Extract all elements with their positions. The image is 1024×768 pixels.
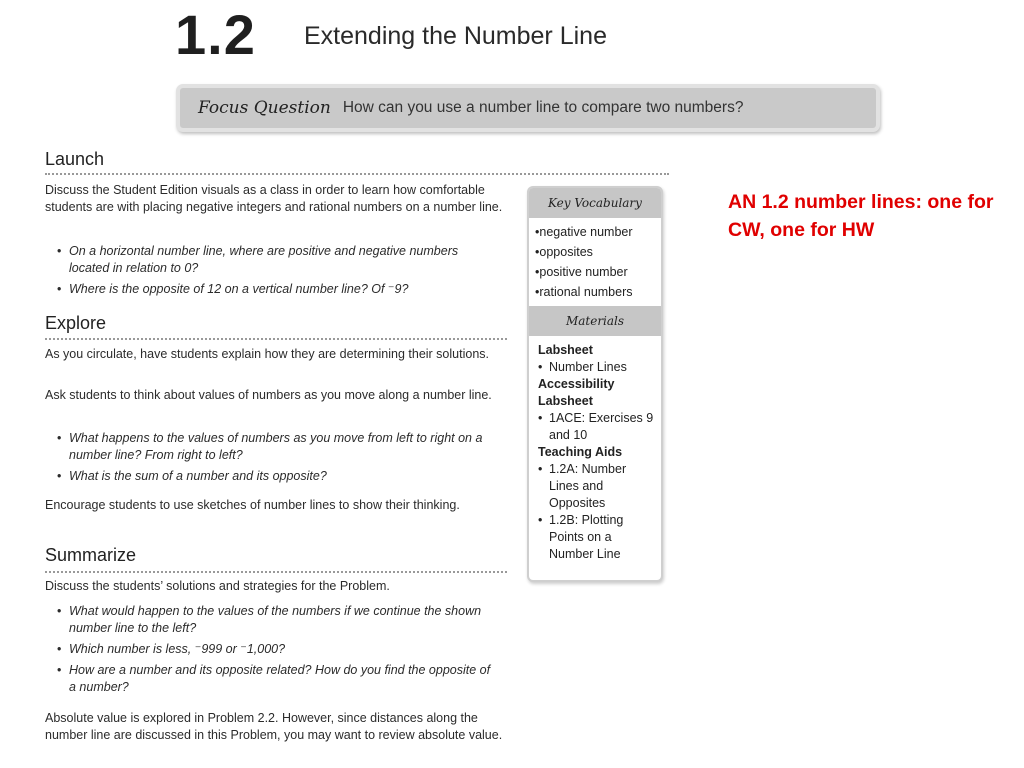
teaching-aids-item: • 1.2B: Plotting Points on a Number Line	[538, 512, 655, 563]
launch-question: • On a horizontal number line, where are positive and negative numbers located in relation to 0?	[55, 243, 495, 277]
launch-paragraph: Discuss the Student Edition visuals as a class in order to learn how comfortable students are with placing negative integers and rational numbers on a number line.	[45, 183, 503, 214]
accessibility-item: • 1ACE: Exercises 9 and 10	[538, 410, 655, 444]
vocabulary-item: • negative number	[535, 222, 661, 242]
materials-header: Materials	[529, 306, 661, 336]
teaching-aids-list	[538, 461, 655, 563]
summarize-paragraph: Absolute value is explored in Problem 2.2. However, since distances along the number line are discussed in this Problem, you may want to review absolute value.	[45, 711, 503, 742]
materials-block	[529, 336, 661, 563]
vocabulary-item: • opposites	[535, 242, 661, 262]
explore-question: • What happens to the values of numbers as you move from left to right on a number line? From right to left?	[55, 430, 495, 464]
explore-paragraph: Encourage students to use sketches of number lines to show their thinking.	[45, 498, 460, 512]
launch-heading: Launch	[45, 149, 105, 169]
summarize-question: • Which number is less, ⁻999 or ⁻1,000?	[55, 641, 495, 658]
lesson-number: 1.2	[175, 3, 256, 66]
sidebar-box	[527, 186, 663, 582]
accessibility-heading: Accessibility Labsheet	[538, 377, 615, 408]
accessibility-list	[538, 410, 655, 444]
launch-divider	[45, 173, 669, 175]
launch-questions	[55, 243, 495, 298]
summarize-questions	[55, 603, 495, 696]
summarize-question: • What would happen to the values of the numbers if we continue the shown number line to the left?	[55, 603, 495, 637]
summarize-heading: Summarize	[45, 545, 137, 565]
vocabulary-item: • positive number	[535, 262, 661, 282]
summarize-divider	[45, 571, 507, 573]
focus-question-label: Focus Question	[198, 98, 331, 118]
lesson-title: Extending the Number Line	[304, 22, 607, 50]
summarize-paragraph: Discuss the students’ solutions and strategies for the Problem.	[45, 579, 390, 593]
key-vocabulary-header: Key Vocabulary	[529, 188, 661, 218]
explore-questions	[55, 430, 495, 485]
teaching-aids-heading: Teaching Aids	[538, 445, 623, 459]
summarize-question: • How are a number and its opposite related? How do you find the opposite of a number?	[55, 662, 495, 696]
focus-question-box	[176, 84, 880, 132]
focus-question-text: How can you use a number line to compare two numbers?	[342, 99, 744, 116]
teaching-aids-item: • 1.2A: Number Lines and Opposites	[538, 461, 655, 512]
explore-paragraph: Ask students to think about values of numbers as you move along a number line.	[45, 388, 492, 402]
labsheet-item: • Number Lines	[538, 359, 655, 376]
labsheet-list	[538, 359, 655, 376]
explore-divider	[45, 338, 507, 340]
vocabulary-item: • rational numbers	[535, 282, 661, 302]
explore-paragraph: As you circulate, have students explain how they are determining their solutions.	[45, 347, 489, 361]
explore-heading: Explore	[45, 313, 107, 333]
vocabulary-list	[529, 218, 661, 306]
teacher-note: AN 1.2 number lines: one for CW, one for HW	[728, 191, 994, 241]
labsheet-heading: Labsheet	[538, 343, 593, 357]
explore-question: • What is the sum of a number and its opposite?	[55, 468, 495, 485]
launch-question: • Where is the opposite of 12 on a vertical number line? Of ⁻9?	[55, 281, 495, 298]
